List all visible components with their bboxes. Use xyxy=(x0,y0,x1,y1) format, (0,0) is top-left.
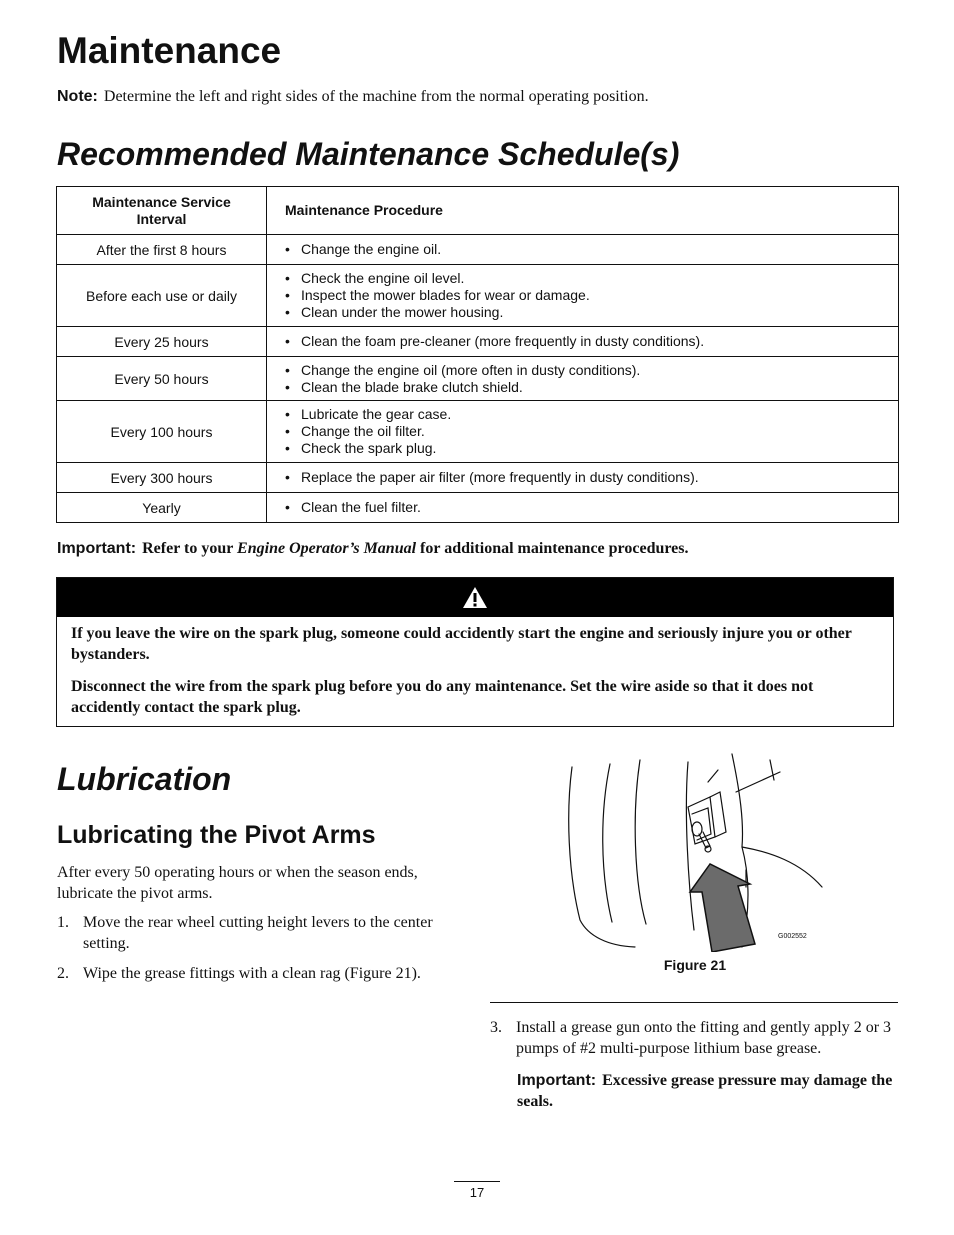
procedure-list xyxy=(285,333,898,350)
step-number: 1. xyxy=(57,914,69,931)
bullet-icon: • xyxy=(285,270,290,286)
bullet-icon: • xyxy=(285,287,290,303)
warning-paragraph: Disconnect the wire from the spark plug before you do any maintenance. Set the wire aside so that it does not accidently contact the spark plug. xyxy=(71,678,814,716)
procedure-cell xyxy=(267,463,899,493)
interval-cell: Every 50 hours xyxy=(57,357,267,401)
procedure-text: Lubricate the gear case. xyxy=(301,406,452,422)
warning-paragraph: If you leave the wire on the spark plug, someone could accidently start the engine and seriously injure you or other bystanders. xyxy=(71,625,852,663)
important-note-grease xyxy=(517,1070,897,1112)
step-2 xyxy=(57,963,469,984)
procedure-cell xyxy=(267,265,899,327)
step-1 xyxy=(57,912,469,954)
procedure-list xyxy=(285,469,898,486)
procedure-list xyxy=(285,406,898,457)
interval-cell: Before each use or daily xyxy=(57,265,267,327)
step-3 xyxy=(490,1017,926,1059)
procedure-list xyxy=(285,241,898,258)
table-row xyxy=(57,235,899,265)
important-text-before: Refer to your xyxy=(142,540,234,557)
procedure-list xyxy=(285,362,898,396)
procedure-item xyxy=(285,440,898,457)
procedure-item xyxy=(285,304,898,321)
note-label: Note: xyxy=(57,88,98,105)
procedure-text: Clean under the mower housing. xyxy=(301,304,504,320)
step-text: Move the rear wheel cutting height levers to the center setting. xyxy=(83,914,433,952)
note-text: Determine the left and right sides of the machine from the normal operating position. xyxy=(103,88,649,105)
pointer-arrow-icon xyxy=(690,864,755,952)
interval-cell: Every 25 hours xyxy=(57,327,267,357)
warning-box xyxy=(56,577,894,727)
warning-body xyxy=(71,623,881,729)
pivot-arms-subtitle: Lubricating the Pivot Arms xyxy=(57,821,376,849)
figure-code: G002552 xyxy=(778,933,807,940)
important-label: Important: xyxy=(57,540,137,557)
schedule-title: Recommended Maintenance Schedule(s) xyxy=(57,136,680,172)
procedure-cell xyxy=(267,327,899,357)
bullet-icon: • xyxy=(285,440,290,456)
pivot-arm-illustration xyxy=(560,752,830,952)
procedure-item xyxy=(285,333,898,350)
bullet-icon: • xyxy=(285,241,290,257)
maintenance-schedule-table xyxy=(56,186,899,523)
page-number-rule xyxy=(454,1181,500,1182)
important-text-after: for additional maintenance procedures. xyxy=(420,540,689,557)
procedure-text: Clean the foam pre-cleaner (more frequently in dusty conditions). xyxy=(301,333,705,349)
table-row xyxy=(57,357,899,401)
note xyxy=(57,86,649,108)
bullet-icon: • xyxy=(285,378,290,395)
step-number: 3. xyxy=(490,1019,502,1036)
procedure-item xyxy=(285,406,898,423)
procedure-list xyxy=(285,270,898,321)
step-text: Wipe the grease fittings with a clean rag (Figure 21). xyxy=(83,965,421,982)
procedure-item xyxy=(285,270,898,287)
table-row xyxy=(57,463,899,493)
lubrication-intro: After every 50 operating hours or when the season ends, lubricate the pivot arms. xyxy=(57,864,418,902)
table-row xyxy=(57,401,899,463)
table-header-procedure: Maintenance Procedure xyxy=(267,187,899,235)
procedure-text: Check the engine oil level. xyxy=(301,270,465,286)
bullet-icon: • xyxy=(285,423,290,439)
page-title: Maintenance xyxy=(57,30,282,71)
procedure-text: Check the spark plug. xyxy=(301,440,437,456)
procedure-item xyxy=(285,469,898,486)
table-header-interval: Maintenance Service Interval xyxy=(57,187,267,235)
procedure-text: Change the engine oil (more often in dusty conditions). xyxy=(301,361,641,378)
procedure-cell xyxy=(267,357,899,401)
procedure-list xyxy=(285,499,898,516)
procedure-text: Replace the paper air filter (more frequently in dusty conditions). xyxy=(301,469,699,485)
bullet-icon: • xyxy=(285,361,290,378)
interval-cell: Yearly xyxy=(57,493,267,523)
warning-header xyxy=(57,578,893,617)
procedure-text: Change the engine oil. xyxy=(301,241,442,257)
bullet-icon: • xyxy=(285,406,290,422)
procedure-cell xyxy=(267,401,899,463)
procedure-text: Change the oil filter. xyxy=(301,423,425,439)
page-number: 17 xyxy=(469,1185,485,1200)
interval-cell: Every 300 hours xyxy=(57,463,267,493)
important-text: Excessive grease pressure may damage the seals. xyxy=(517,1072,893,1110)
bullet-icon: • xyxy=(285,304,290,320)
lubrication-title: Lubrication xyxy=(57,761,232,797)
step-number: 2. xyxy=(57,965,69,982)
figure-divider xyxy=(490,1002,898,1003)
procedure-text: Inspect the mower blades for wear or damage. xyxy=(301,287,590,303)
warning-triangle-icon xyxy=(462,586,488,609)
procedure-text: Clean the fuel filter. xyxy=(301,499,421,515)
lubrication-instructions xyxy=(57,862,469,993)
step-text: Install a grease gun onto the fitting and gently apply 2 or 3 pumps of #2 multi-purpose lithium base grease. xyxy=(516,1019,892,1057)
procedure-item xyxy=(285,287,898,304)
table-row xyxy=(57,327,899,357)
manual-title: Engine Operator’s Manual xyxy=(237,540,417,557)
bullet-icon: • xyxy=(285,499,290,515)
important-note-manual xyxy=(57,538,689,560)
procedure-item xyxy=(285,241,898,258)
procedure-text: Clean the blade brake clutch shield. xyxy=(301,378,523,395)
table-row xyxy=(57,493,899,523)
procedure-item xyxy=(285,362,898,379)
table-row xyxy=(57,265,899,327)
procedure-item xyxy=(285,499,898,516)
bullet-icon: • xyxy=(285,469,290,485)
interval-cell: Every 100 hours xyxy=(57,401,267,463)
procedure-item xyxy=(285,379,898,396)
important-label: Important: xyxy=(517,1072,597,1089)
bullet-icon: • xyxy=(285,333,290,349)
procedure-cell xyxy=(267,235,899,265)
procedure-cell xyxy=(267,493,899,523)
procedure-item xyxy=(285,423,898,440)
interval-cell: After the first 8 hours xyxy=(57,235,267,265)
figure-caption: Figure 21 xyxy=(663,957,727,973)
